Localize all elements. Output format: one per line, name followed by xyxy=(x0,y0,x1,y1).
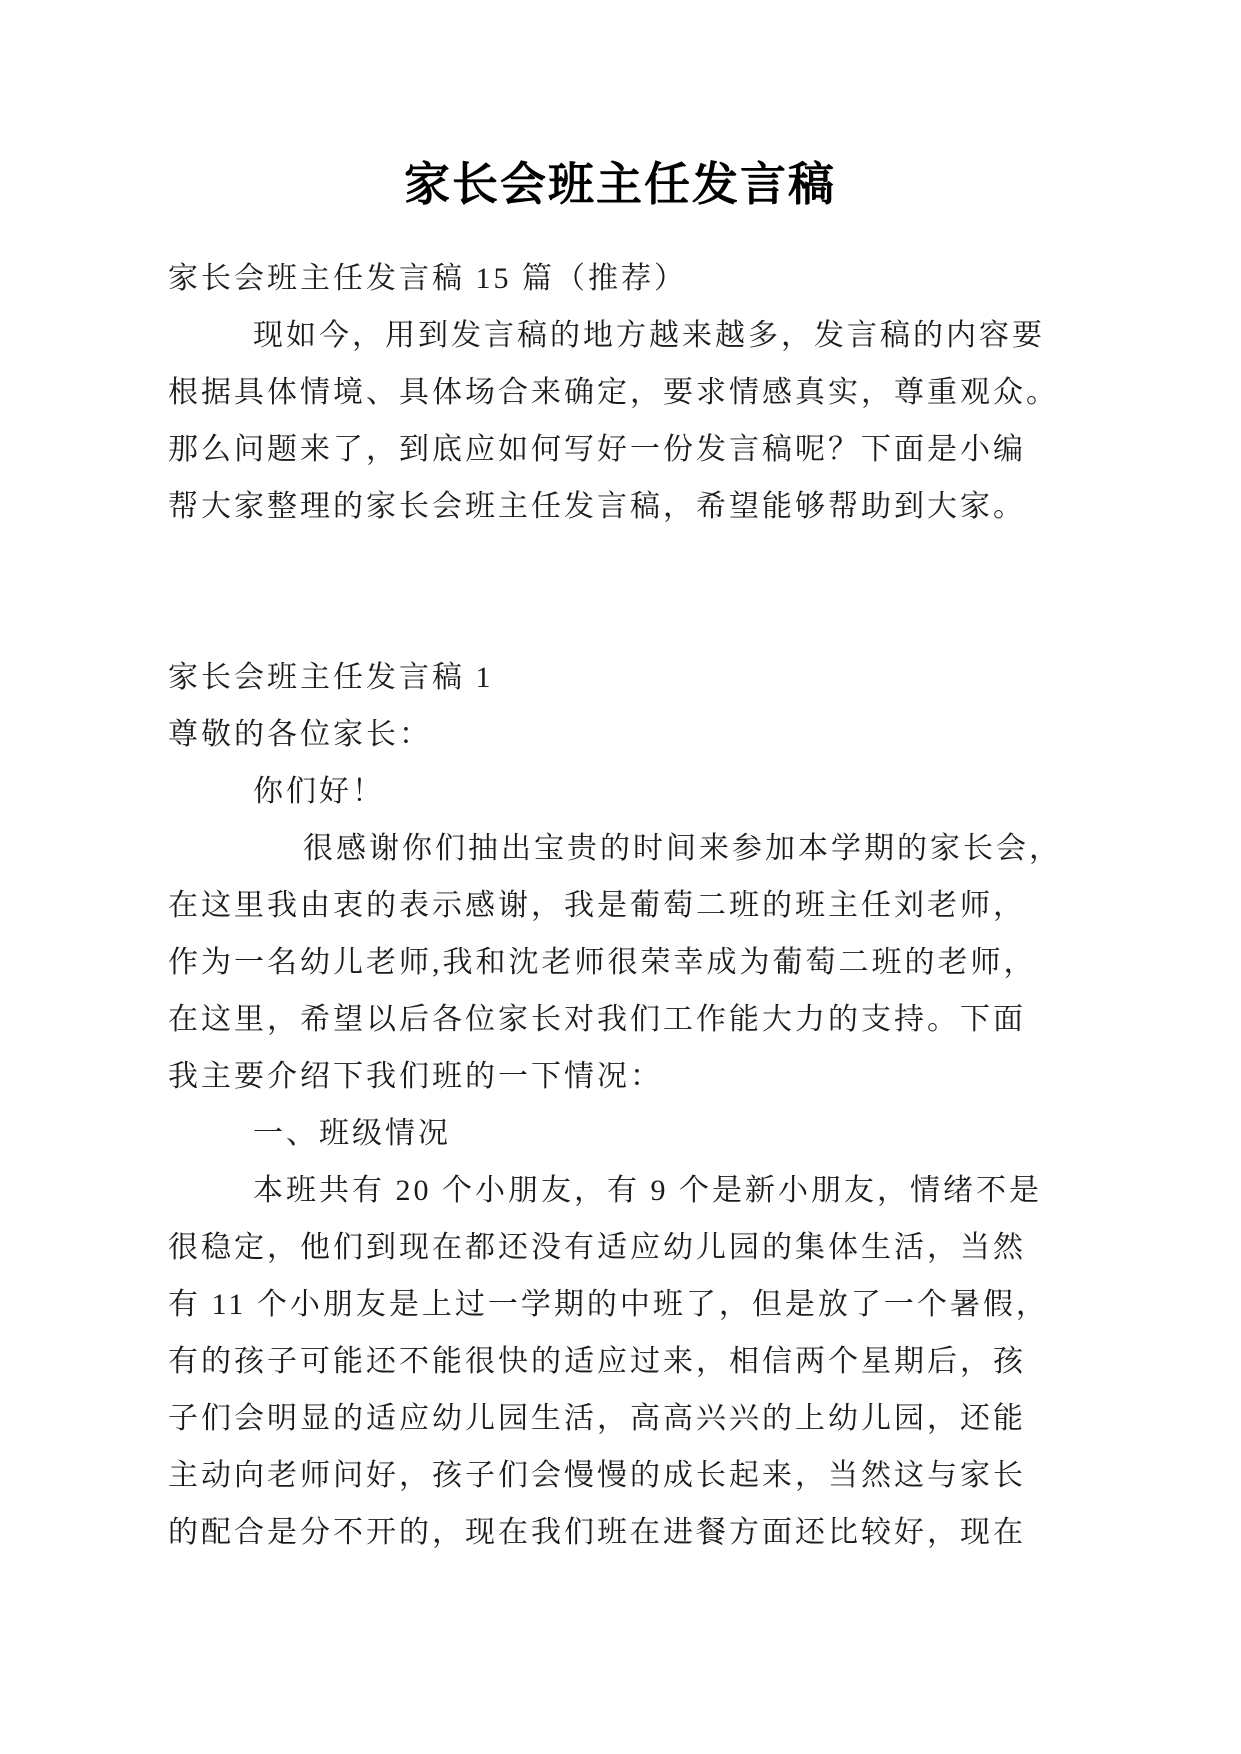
text-line: 那么问题来了，到底应如何写好一份发言稿呢？下面是小编 xyxy=(168,433,1026,466)
text-line: 你们好！ xyxy=(253,775,385,808)
text-line: 在这里我由衷的表示感谢，我是葡萄二班的班主任刘老师， xyxy=(168,889,1026,922)
text-line: 很稳定，他们到现在都还没有适应幼儿园的集体生活，当然 xyxy=(168,1231,1026,1264)
blank-line xyxy=(168,535,1072,592)
text-line: 本班共有 20 个小朋友，有 9 个是新小朋友，情绪不是 xyxy=(253,1174,1042,1207)
text-line: 家长会班主任发言稿 1 xyxy=(168,661,494,694)
text-line: 有 11 个小朋友是上过一学期的中班了，但是放了一个暑假， xyxy=(168,1288,1049,1321)
text-line: 一、班级情况 xyxy=(253,1117,451,1150)
text-line: 主动向老师问好，孩子们会慢慢的成长起来，当然这与家长 xyxy=(168,1459,1026,1492)
text-line: 子们会明显的适应幼儿园生活，高高兴兴的上幼儿园，还能 xyxy=(168,1402,1026,1435)
text-line: 根据具体情境、具体场合来确定，要求情感真实，尊重观众。 xyxy=(168,376,1059,409)
text-line: 很感谢你们抽出宝贵的时间来参加本学期的家长会， xyxy=(303,832,1062,865)
blank-line xyxy=(168,592,1072,649)
document-title: 家长会班主任发言稿 xyxy=(404,159,836,210)
text-line: 的配合是分不开的，现在我们班在进餐方面还比较好，现在 xyxy=(168,1516,1026,1549)
text-line: 现如今，用到发言稿的地方越来越多，发言稿的内容要 xyxy=(253,319,1045,352)
text-line: 帮大家整理的家长会班主任发言稿，希望能够帮助到大家。 xyxy=(168,490,1026,523)
text-line: 在这里，希望以后各位家长对我们工作能大力的支持。下面 xyxy=(168,1003,1026,1036)
text-line: 尊敬的各位家长： xyxy=(168,718,432,751)
text-line: 有的孩子可能还不能很快的适应过来，相信两个星期后，孩 xyxy=(168,1345,1026,1378)
document-body xyxy=(168,250,1072,1561)
text-line: 家长会班主任发言稿 15 篇（推荐） xyxy=(168,262,687,295)
text-line: 作为一名幼儿老师,我和沈老师很荣幸成为葡萄二班的老师， xyxy=(168,946,1037,979)
text-line: 我主要介绍下我们班的一下情况： xyxy=(168,1060,663,1093)
